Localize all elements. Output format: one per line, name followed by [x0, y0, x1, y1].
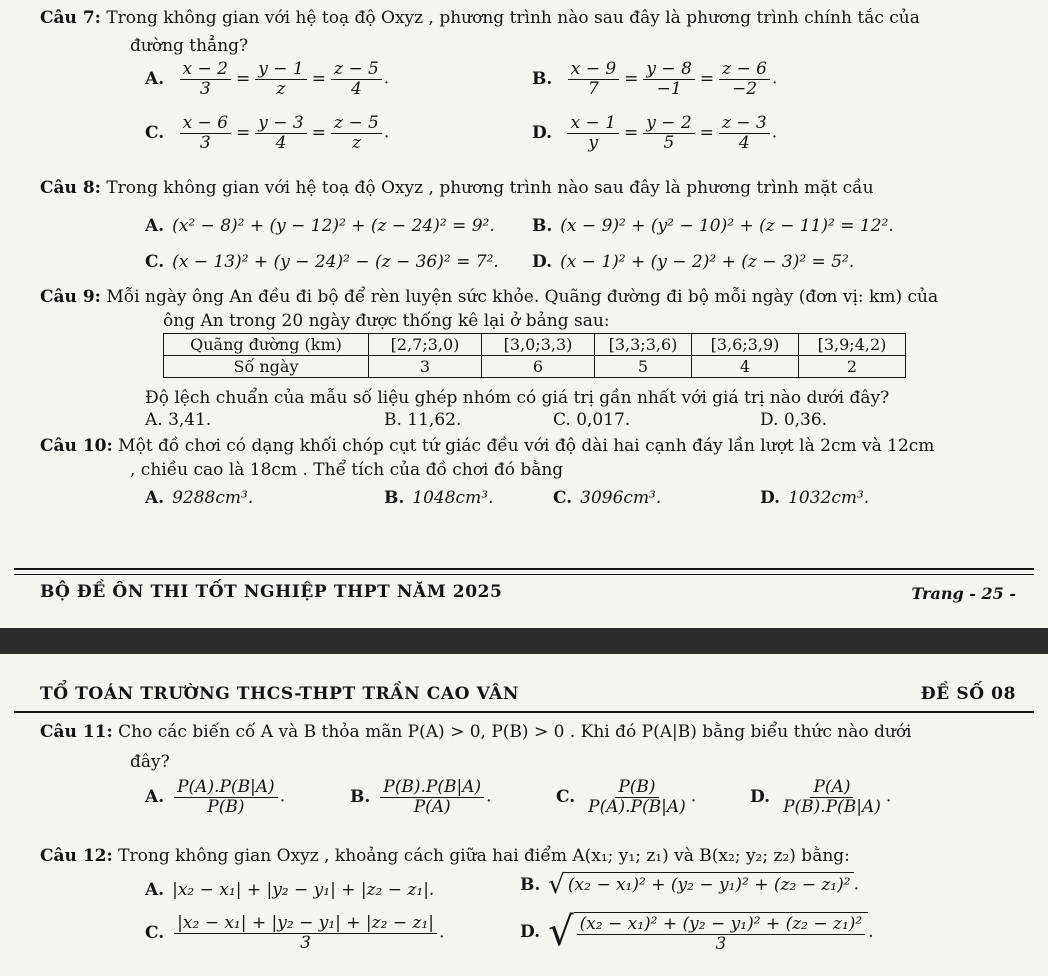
header-rule [14, 711, 1034, 713]
q7-option-a[interactable]: A. $\frac{x - 2}{3}$ = $\frac{y - 1}{z}$ = $\frac{z - 5}{4}$ . [145, 59, 390, 99]
page-number: Trang - 25 - [911, 584, 1016, 603]
q7-option-d[interactable]: D. $\frac{x - 1}{y}$ = $\frac{y - 2}{5}$ = $\frac{z - 3}{4}$ . [532, 113, 778, 153]
q12-option-d[interactable]: D. √ $\frac{\text{(x₂ − x₁)² + (y₂ − y₁)² + (z₂ − z₁)²}}{3}$ . [520, 909, 874, 955]
q9-option-c[interactable]: C. 0,017. [553, 410, 631, 430]
q10-option-a[interactable]: A. 9288cm³. [145, 488, 254, 508]
q10-text-line1: Một đồ chơi có dạng khối chóp cụt tứ giác đều với độ dài hai cạnh đáy lần lượt là 2cm và 12cm [118, 436, 935, 456]
q9-text-line2: ông An trong 20 ngày được thống kê lại ở bảng sau: [163, 311, 610, 331]
q7-option-b[interactable]: B. $\frac{x - 9}{7}$ = $\frac{y - 8}{-1}$ = $\frac{z - 6}{-2}$ . [532, 59, 778, 99]
table-row: Số ngày 3 6 5 4 2 [164, 356, 906, 378]
q11-option-d[interactable]: D. $\frac{P(A)}{P(B).P(B|A)}$ . [750, 777, 892, 817]
header-school: TỔ TOÁN TRƯỜNG THCS-THPT TRẦN CAO VÂN [40, 684, 519, 704]
page-gap [0, 628, 1048, 654]
footer-rule-bottom [14, 574, 1034, 575]
q11-text-line2: đây? [130, 752, 170, 772]
footer-rule-top [14, 568, 1034, 570]
q10-option-c[interactable]: C. 3096cm³. [553, 488, 662, 508]
q8-text: Trong không gian với hệ toạ độ Oxyz , phương trình nào sau đây là phương trình mặt cầu [106, 178, 874, 198]
q9-option-a[interactable]: A. 3,41. [145, 410, 212, 430]
q8-option-a[interactable]: A. (x² − 8)² + (y − 12)² + (z − 24)² = 9². [145, 216, 495, 236]
q8-option-c[interactable]: C. (x − 13)² + (y − 24)² − (z − 36)² = 7². [145, 252, 499, 272]
q7-option-c[interactable]: C. $\frac{x - 6}{3}$ = $\frac{y - 3}{4}$ = $\frac{z - 5}{z}$ . [145, 113, 390, 153]
q8-option-d[interactable]: D. (x − 1)² + (y − 2)² + (z − 3)² = 5². [532, 252, 855, 272]
q12-text: Trong không gian Oxyz , khoảng cách giữa hai điểm A(x₁; y₁; z₁) và B(x₂; y₂; z₂) bằng: [118, 846, 850, 866]
q11-option-c[interactable]: C. $\frac{P(B)}{P(A).P(B|A)}$ . [556, 777, 697, 817]
q11-option-a[interactable]: A. $\frac{P(A).P(B|A)}{P(B)}$ . [145, 777, 286, 817]
q12-label: Câu 12: [40, 846, 113, 866]
header-exam-number: ĐỀ SỐ 08 [920, 684, 1016, 704]
q12-option-b[interactable]: B. √ (x₂ − x₁)² + (y₂ − y₁)² + (z₂ − z₁)² . [520, 870, 859, 900]
q9-option-b[interactable]: B. 11,62. [384, 410, 462, 430]
q11-option-b[interactable]: B. $\frac{P(B).P(B|A)}{P(A)}$ . [350, 777, 492, 817]
q7-label: Câu 7: [40, 8, 101, 28]
footer-title: BỘ ĐỀ ÔN THI TỐT NGHIỆP THPT NĂM 2025 [40, 582, 503, 602]
q12-option-a[interactable]: A. |x₂ − x₁| + |y₂ − y₁| + |z₂ − z₁|. [145, 880, 435, 900]
q9-text-line3: Độ lệch chuẩn của mẫu số liệu ghép nhóm có giá trị gần nhất với giá trị nào dưới đây? [145, 388, 890, 408]
q10-stem [40, 436, 934, 456]
q8-option-b[interactable]: B. (x − 9)² + (y² − 10)² + (z − 11)² = 12². [532, 216, 894, 236]
q12-option-c[interactable]: C. $\frac{\text{|x₂ − x₁| + |y₂ − y₁| + |z₂ − z₁|}}{3}$ . [145, 913, 445, 953]
q9-option-d[interactable]: D. 0,36. [760, 410, 828, 430]
q9-text-line1: Mỗi ngày ông An đều đi bộ để rèn luyện sức khỏe. Quãng đường đi bộ mỗi ngày (đơn vị: km) của [106, 287, 939, 307]
q10-option-d[interactable]: D. 1032cm³. [760, 488, 870, 508]
q11-stem [40, 722, 912, 742]
q11-label: Câu 11: [40, 722, 113, 742]
q7-stem [40, 8, 920, 28]
q8-stem [40, 178, 874, 198]
q9-frequency-table [163, 333, 906, 378]
q9-label: Câu 9: [40, 287, 101, 307]
q10-text-line2: , chiều cao là 18cm . Thể tích của đồ chơi đó bằng [130, 460, 564, 480]
table-row: Quãng đường (km) [2,7;3,0) [3,0;3,3) [3,3;3,6) [3,6;3,9) [3,9;4,2) [164, 334, 906, 356]
q12-stem [40, 846, 850, 866]
q9-stem [40, 287, 938, 307]
q8-label: Câu 8: [40, 178, 101, 198]
q10-label: Câu 10: [40, 436, 113, 456]
q10-option-b[interactable]: B. 1048cm³. [384, 488, 494, 508]
q7-text-line2: đường thẳng? [130, 36, 249, 56]
q11-text-line1: Cho các biến cố A và B thỏa mãn P(A) > 0, P(B) > 0 . Khi đó P(A|B) bằng biểu thức nào dưới [118, 722, 912, 742]
q7-text-line1: Trong không gian với hệ toạ độ Oxyz , phương trình nào sau đây là phương trình chính tắc của [106, 8, 920, 28]
